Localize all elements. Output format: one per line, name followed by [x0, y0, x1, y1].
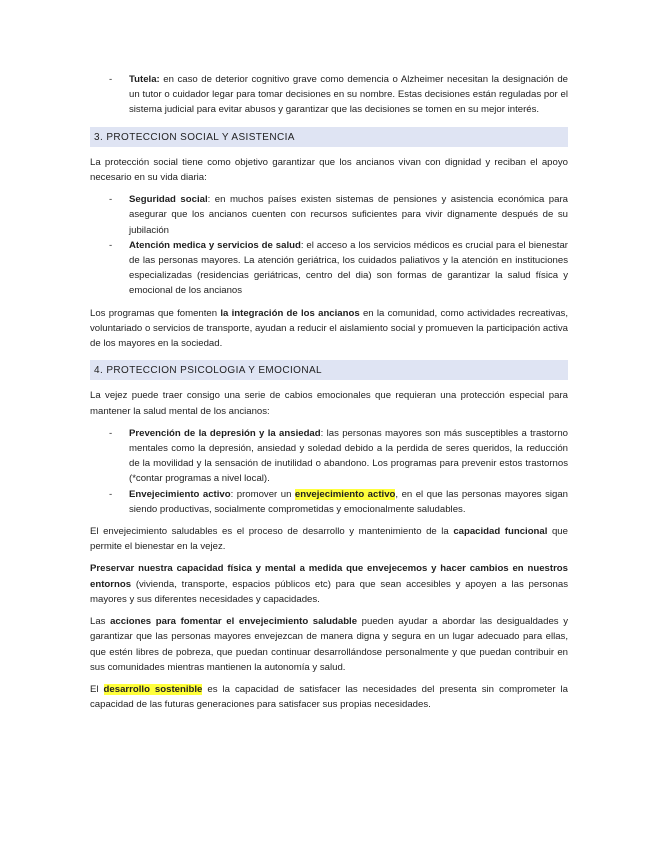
closing-bold: la integración de los ancianos: [220, 307, 360, 319]
text-seguridad-social: : en muchos países existen sistemas de pensiones y asistencia económica para asegurar que los ancianos cuenten con recursos suficientes para vivir dignamente después de su jubilación: [129, 194, 568, 236]
paragraph-preservar: [90, 561, 568, 607]
p4-pre: El: [90, 683, 104, 695]
p3-bold: acciones para fomentar el envejecimiento saludable: [110, 616, 358, 628]
section4-intro: La vejez puede traer consigo una serie de cabios emocionales que requieran una protección especial para mantener la salud mental de los ancianos:: [90, 390, 568, 417]
bullet-dash: -: [109, 427, 113, 439]
p1-pre: El envejecimiento saludables es el proceso de desarrollo y mantenimiento de la: [90, 526, 454, 538]
bullet-tutela: [90, 72, 568, 118]
bullet-envejecimiento-activo: [90, 487, 568, 517]
p2-post: (vivienda, transporte, espacios públicos etc) para que sean accesibles y apoyen a las personas mayores y sus diferentes necesidades y capacidades.: [90, 578, 568, 605]
paragraph-envejecimiento-saludable: [90, 524, 568, 554]
text-tutela: en caso de deterior cognitivo grave como demencia o Alzheimer necesitan la designación de un tutor o cuidador legar para tomar decisiones en su nombre. Estas decisiones están reguladas por el sistema judicial para evitar abusos y garantizar que las decisiones se tomen en su mejor interés.: [129, 74, 568, 116]
text-atencion-medica: : el acceso a los servicios médicos es crucial para el bienestar de las personas mayores. La atención geriátrica, los cuidados paliativos y la atención en instituciones especializadas (residencias geriátricas, centro del dia) son formas de garantizar la salud física y emocional de los ancianos: [129, 239, 568, 297]
bullet-dash: -: [109, 488, 113, 500]
closing-pre: Los programas que fomenten: [90, 307, 221, 319]
document-page: [90, 72, 568, 719]
highlight-envejecimiento-activo: envejecimiento activo: [294, 488, 396, 500]
section3-intro: La protección social tiene como objetivo garantizar que los ancianos vivan con dignidad y reciban el apoyo necesario en su vida diaria:: [90, 156, 568, 184]
closing-post: en la comunidad, como actividades recreativas, voluntariado o servicios de transporte, ayudan a reducir el aislamiento social y promueven la participación activa de los mayores en la sociedad.: [90, 307, 568, 350]
section-heading-4: 4. PROTECCION PSICOLOGIA Y EMOCIONAL: [90, 360, 568, 380]
bullet-dash: -: [109, 194, 113, 206]
text-prevencion: : las personas mayores son más susceptibles a trastorno mentales como la depresión, ansiedad y soledad debido a la perdida de seres queridos, la reducción de la movilidad y la sensación de inutilidad o abandono. Los programas para prevenir estos trastornos (*contar programas a nivel local).: [129, 427, 568, 485]
p2-bold: Preservar nuestra capacidad física y mental a medida que envejecemos y hacer cambios en nuestros entornos: [90, 563, 568, 590]
text-envejecimiento-post: , en el que las personas mayores sigan siendo productivas, socialmente comprometidas y emocionalmente saludables.: [129, 488, 569, 515]
section-heading-3: 3. PROTECCION SOCIAL Y ASISTENCIA: [90, 127, 568, 147]
bullet-dash: -: [109, 74, 113, 85]
p1-post: que permite el bienestar en la vejez.: [90, 526, 568, 553]
p3-post: pueden ayudar a abordar las desigualdades y garantizar que las personas mayores envejezcan de manera digna y segura en un lugar adecuado para ellas, que estén libres de pobreza, que puedan continuar desarrollándose personalmente y que puedan contribuir en sus comunidades mientras mantienen la autonomía y salud.: [90, 616, 568, 673]
bullet-atencion-medica: [90, 238, 568, 299]
highlight-desarrollo-sostenible: desarrollo sostenible: [103, 683, 203, 695]
term-atencion-medica: Atención medica y servicios de salud: [129, 239, 301, 251]
term-tutela: Tutela:: [129, 74, 160, 85]
p4-post: es la capacidad de satisfacer las necesidades del presenta sin comprometer la capacidad de las futuras generaciones para satisfacer sus propias necesidades.: [90, 683, 569, 711]
bullet-prevencion-depresion: [90, 426, 568, 487]
section3-closing: [90, 306, 568, 352]
term-seguridad-social: Seguridad social: [129, 194, 208, 206]
paragraph-desarrollo-sostenible: [90, 682, 568, 712]
term-prevencion: Prevención de la depresión y la ansiedad: [129, 427, 321, 439]
paragraph-acciones: [90, 614, 568, 675]
bullet-seguridad-social: [90, 192, 568, 238]
p1-bold: capacidad funcional: [453, 526, 548, 538]
bullet-dash: -: [109, 239, 113, 251]
term-envejecimiento-activo: Envejecimiento activo: [129, 488, 231, 500]
text-envejecimiento-pre: : promover un: [230, 488, 295, 500]
p3-pre: Las: [90, 616, 111, 628]
